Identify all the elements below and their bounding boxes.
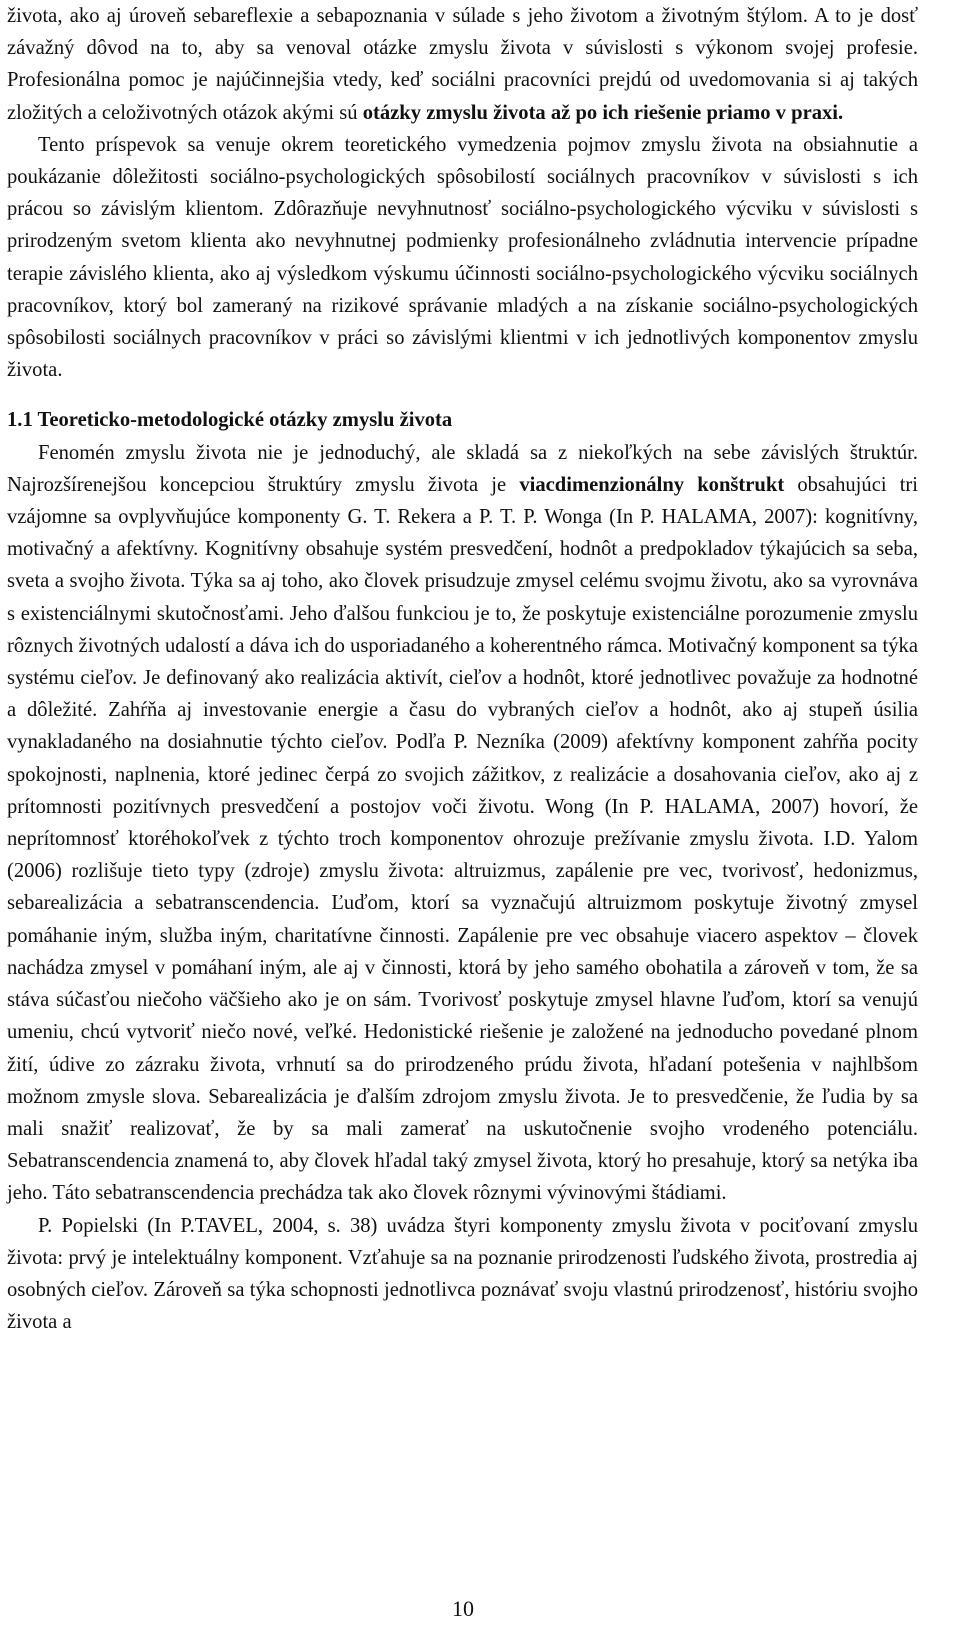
paragraph-popielski: P. Popielski (In P.TAVEL, 2004, s. 38) uvádza štyri komponenty zmyslu života v pociťovaní zmyslu života: prvý je intelektuálny komponent. Vzťahuje sa na poznanie prirodzenosti ľudského života, prostredia aj osobných cieľov. Zároveň sa týka schopnosti jednotlivca poznávať svoju vlastnú prirodzenosť, históriu svojho života a — [7, 1214, 918, 1334]
paragraph-intro-continuation — [7, 0, 918, 129]
bold-term: viacdimenzionálny konštrukt — [519, 473, 785, 496]
paragraph-text: Fenomén zmyslu života nie je jednoduchý, ale skladá sa z niekoľkých na sebe závislých štruktúr. Najrozšírenejšou koncepciou štruktúry zmyslu života je — [7, 441, 918, 496]
document-page — [7, 0, 918, 1338]
paragraph-text: života, ako aj úroveň sebareflexie a sebapoznania v súlade s jeho životom a životným štýlom. A to je dosť závažný dôvod na to, aby sa venoval otázke zmyslu života v súvislosti s výkonom svojej profesie. Profesionálna pomoc je najúčinnejšia vtedy, keď sociálni pracovníci prejdú od uvedomovania si aj takých zložitých a celoživotných otázok akými sú — [7, 5, 918, 124]
bold-phrase: otázky zmyslu života až po ich riešenie priamo v praxi. — [362, 101, 844, 124]
paragraph-text: obsahujúci tri vzájomne sa ovplyvňujúce komponenty G. T. Rekera a P. T. P. Wonga (In P. HALAMA, 2007): kognitívny, motivačný a afektívny. Kognitívny obsahuje systém presvedčení, hodnôt a predpokladov týkajúcich sa seba, sveta a svojho života. Týka sa aj toho, ako človek prisudzuje zmysel celému svojmu životu, ako sa vyrovnáva s existenciálnymi skutočnosťami. Jeho ďalšou funkciou je to, že poskytuje existenciálne porozumenie zmyslu rôznych životných udalostí a dáva ich do usporiadaného a koherentného rámca. Motivačný komponent sa týka systému cieľov. Je definovaný ako realizácia aktivít, cieľov a hodnôt, ktoré jednotlivec považuje za hodnotné a dôležité. Zahŕňa aj investovanie energie a času do vybraných cieľov a hodnôt, ako aj stupeň úsilia vynakladaného na dosiahnutie týchto cieľov. Podľa P. Nezníka (2009) afektívny komponent zahŕňa pocity spokojnosti, naplnenia, ktoré jedinec čerpá zo svojich zážitkov, z realizácie a dosahovania cieľov, ako aj z prítomnosti pozitívnych presvedčení a postojov voči životu. Wong (In P. HALAMA, 2007) hovorí, že neprítomnosť ktoréhokoľvek z týchto troch komponentov ohrozuje prežívanie zmyslu života. I.D. Yalom (2006) rozlišuje tieto typy (zdroje) zmyslu života: altruizmus, zapálenie pre vec, tvorivosť, hedonizmus, sebarealizácia a sebatranscendencia. Ľuďom, ktorí sa vyznačujú altruizmom poskytuje životný zmysel pomáhanie iným, služba iným, charitatívne činnosti. Zapálenie pre vec obsahuje viacero aspektov – človek nachádza zmysel v pomáhaní iným, ale aj v činnosti, ktorá by jeho samého obohatila a zároveň v tom, že sa stáva súčasťou niečoho väčšieho ako je on sám. Tvorivosť poskytuje zmysel hlavne ľuďom, ktorí sa venujú umeniu, chcú vytvoriť niečo nové, veľké. Hedonistické riešenie je založené na jednoducho povedané plnom žití, údive zo zázraku života, vrhnutí sa do prirodzeného prúdu života, hľadaní potešenia v najhlbšom možnom zmysle slova. Sebarealizácia je ďalším zdrojom zmyslu života. Je to presvedčenie, že ľudia by sa mali snažiť realizovať, že by sa mali zamerať na uskutočnenie svojho vrodeného potenciálu. Sebatranscendencia znamená to, aby človek hľadal taký zmysel života, ktorý ho presahuje, ktorý sa netýka iba jeho. Táto sebatranscendencia prechádza tak ako človek rôznymi vývinovými štádiami. — [7, 473, 919, 1205]
page-number: 10 — [452, 1596, 474, 1621]
paragraph-structure — [7, 437, 918, 1210]
section-heading: 1.1 Teoreticko-metodologické otázky zmyslu života — [7, 409, 453, 432]
paragraph-purpose: Tento príspevok sa venuje okrem teoretického vymedzenia pojmov zmyslu života na obsiahnutie a poukázanie dôležitosti sociálno-psychologických spôsobilostí sociálnych pracovníkov v súvislosti s ich prácou so závislým klientom. Zdôrazňuje nevyhnutnosť sociálno-psychologického výcviku v súvislosti s prirodzeným svetom klienta ako nevyhnutnej podmienky profesionálneho zvládnutia intervencie prípadne terapie závislého klienta, ako aj výsledkom výskumu účinnosti sociálno-psychologického výcviku sociálnych pracovníkov, ktorý bol zameraný na rizikové správanie mladých a na získanie sociálno-psychologických spôsobilosti sociálnych pracovníkov v práci so závislými klientmi v ich jednotlivých komponentov zmyslu života. — [7, 133, 918, 382]
